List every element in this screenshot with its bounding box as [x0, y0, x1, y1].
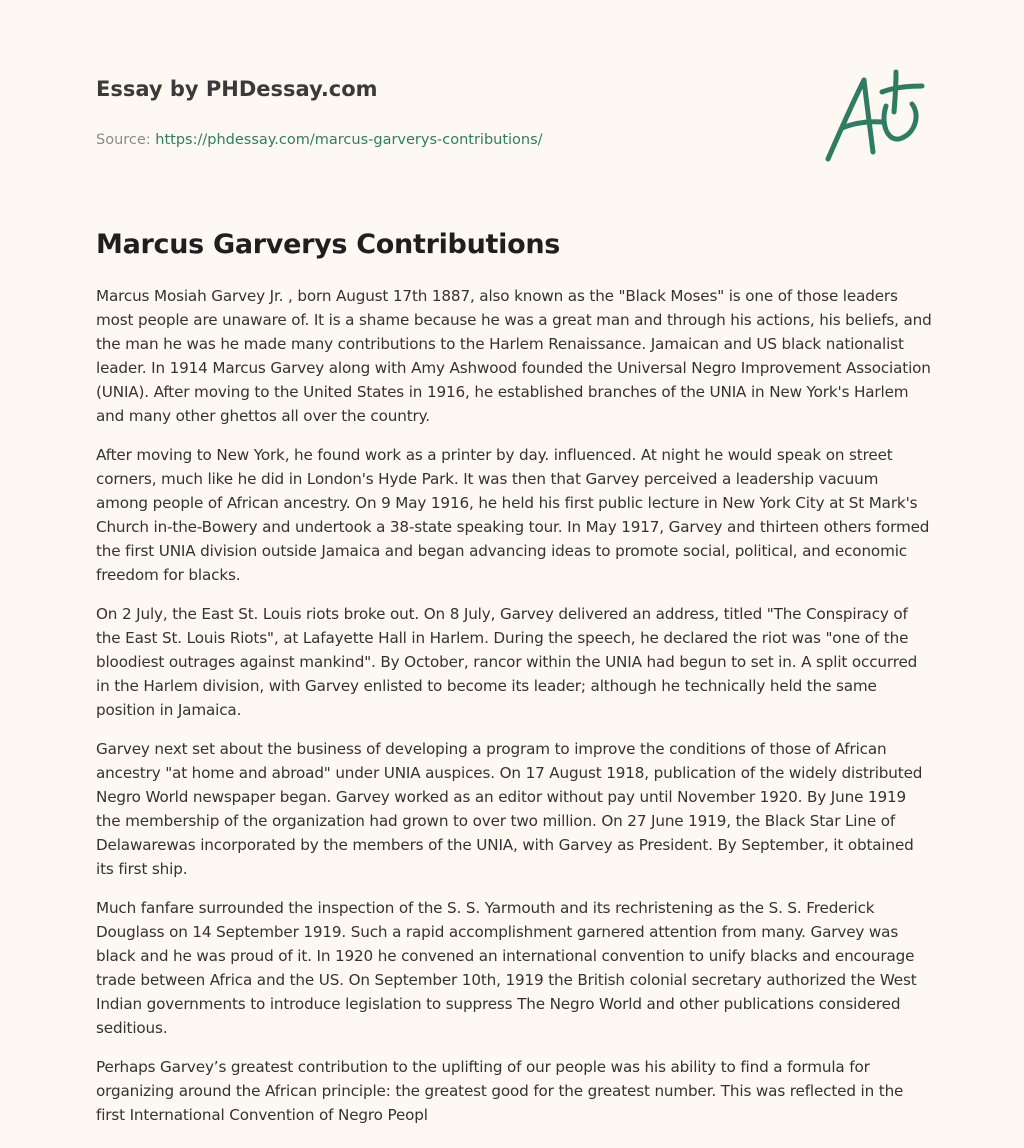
essay-paragraph: On 2 July, the East St. Louis riots broke out. On 8 July, Garvey delivered an address, titled "The Conspiracy of the East St. Louis Riots", at Lafayette Hall in Harlem. During the speech, he declared the riot was "one of the bloodiest outrages against mankind". By October, rancor within the UNIA had begun to set in. A split occurred in the Harlem division, with Garvey enlisted to become its leader; although he technically held the same position in Jamaica. — [96, 605, 918, 719]
essay-paragraph: Marcus Mosiah Garvey Jr. , born August 17th 1887, also known as the "Black Moses" is one of those leaders most people are unaware of. It is a shame because he was a great man and through his actions, his beliefs, and the man he was he made many contributions to the Harlem Renaissance. Jamaican and US black nationalist leader. In 1914 Marcus Garvey along with Amy Ashwood founded the Universal Negro Improvement Association (UNIA). After moving to the United States in 1916, he established branches of the UNIA in New York's Harlem and many other ghettos all over the country. — [96, 287, 932, 425]
essay-body — [96, 284, 932, 1142]
essay-paragraph: Perhaps Garvey’s greatest contribution to the uplifting of our people was his ability to find a formula for organizing around the African principle: the greatest good for the greatest number. This was reflected in the first International Convention of Negro Peopl — [96, 1058, 904, 1124]
a-plus-logo-icon — [820, 66, 930, 166]
essay-paragraph: Garvey next set about the business of developing a program to improve the conditions of those of African ancestry "at home and abroad" under UNIA auspices. On 17 August 1918, publication of the widely distributed Negro World newspaper began. Garvey worked as an editor without pay until November 1920. By June 1919 the membership of the organization had grown to over two million. On 27 June 1919, the Black Star Line of Delawarewas incorporated by the members of the UNIA, with Garvey as President. By September, it obtained its first ship. — [96, 740, 923, 878]
source-label: Source: — [96, 132, 151, 148]
site-title: Essay by PHDessay.com — [96, 77, 378, 101]
page-header — [96, 74, 796, 150]
source-link[interactable]: https://phdessay.com/marcus-garverys-contributions/ — [155, 132, 543, 148]
source-line — [96, 130, 796, 150]
essay-paragraph: After moving to New York, he found work as a printer by day. influenced. At night he would speak on street corners, much like he did in London's Hyde Park. It was then that Garvey perceived a leadership vacuum among people of African ancestry. On 9 May 1916, he held his first public lecture in New York City at St Mark's Church in-the-Bowery and undertook a 38-state speaking tour. In May 1917, Garvey and thirteen others formed the first UNIA division outside Jamaica and began advancing ideas to promote social, political, and economic freedom for blacks. — [96, 446, 930, 584]
essay-paragraph: Much fanfare surrounded the inspection of the S. S. Yarmouth and its rechristening as the S. S. Frederick Douglass on 14 September 1919. Such a rapid accomplishment garnered attention from many. Garvey was black and he was proud of it. In 1920 he convened an international convention to unify blacks and encourage trade between Africa and the US. On September 10th, 1919 the British colonial secretary authorized the West Indian governments to introduce legislation to suppress The Negro World and other publications considered seditious. — [96, 899, 917, 1037]
essay-title: Marcus Garverys Contributions — [96, 229, 561, 260]
